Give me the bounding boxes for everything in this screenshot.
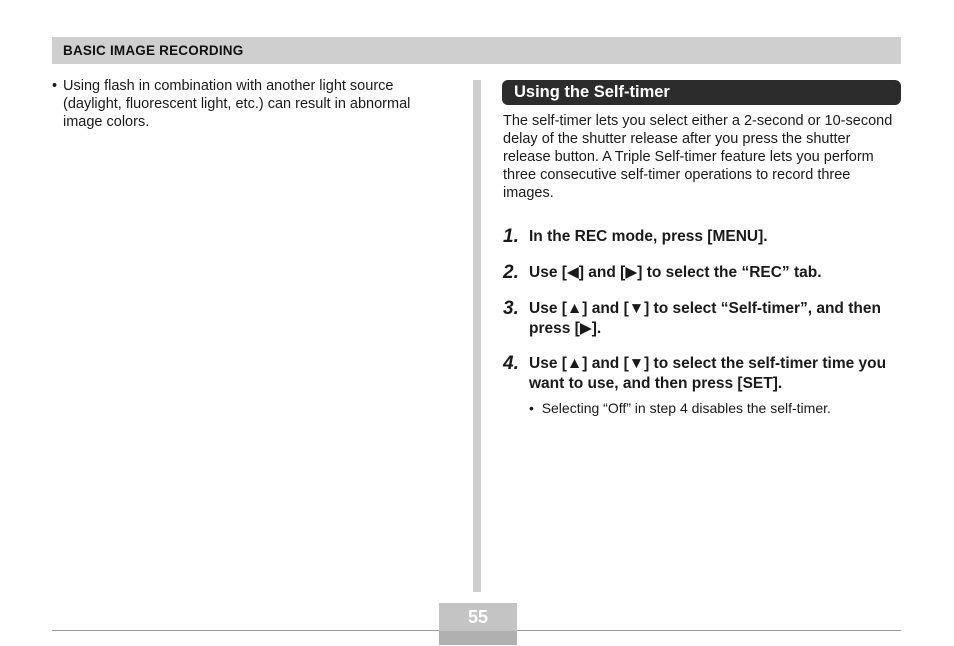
section-title: Using the Self-timer [514, 83, 670, 101]
note-bullet: • [529, 400, 542, 416]
step-text: Use [◀] and [▶] to select the “REC” tab. [529, 264, 822, 281]
step-number: 3. [503, 298, 519, 319]
step-number: 2. [503, 262, 519, 283]
bullet-item [52, 77, 452, 131]
header-bar [52, 37, 901, 64]
bullet-text: Using flash in combination with another light source (daylight, fluorescent light, etc.) can result in abnormal image colors. [63, 78, 411, 130]
note-text: Selecting “Off” in step 4 disables the self-timer. [541, 400, 831, 416]
step-text: In the REC mode, press [MENU]. [529, 228, 768, 245]
page-number-box-strip [439, 631, 517, 645]
step-number: 1. [503, 226, 519, 247]
left-column [52, 77, 452, 131]
page-number: 55 [467, 607, 489, 627]
bullet-dot: • [52, 78, 58, 94]
step-number: 4. [503, 353, 519, 374]
step-text: Use [▲] and [▼] to select “Self-timer”, and then press [▶]. [529, 300, 881, 337]
section-title-bar [502, 80, 901, 105]
section-intro: The self-timer lets you select either a 2-second or 10-second delay of the shutter release after you press the shutter release button. A Triple Self-timer feature lets you perform three consecutive self-timer operations to record three images. [503, 113, 893, 201]
column-divider [473, 80, 481, 592]
page-number-box [439, 603, 517, 645]
step-note [529, 400, 899, 417]
header-title: BASIC IMAGE RECORDING [63, 43, 244, 58]
step-text: Use [▲] and [▼] to select the self-timer time you want to use, and then press [SET]. [529, 355, 887, 392]
